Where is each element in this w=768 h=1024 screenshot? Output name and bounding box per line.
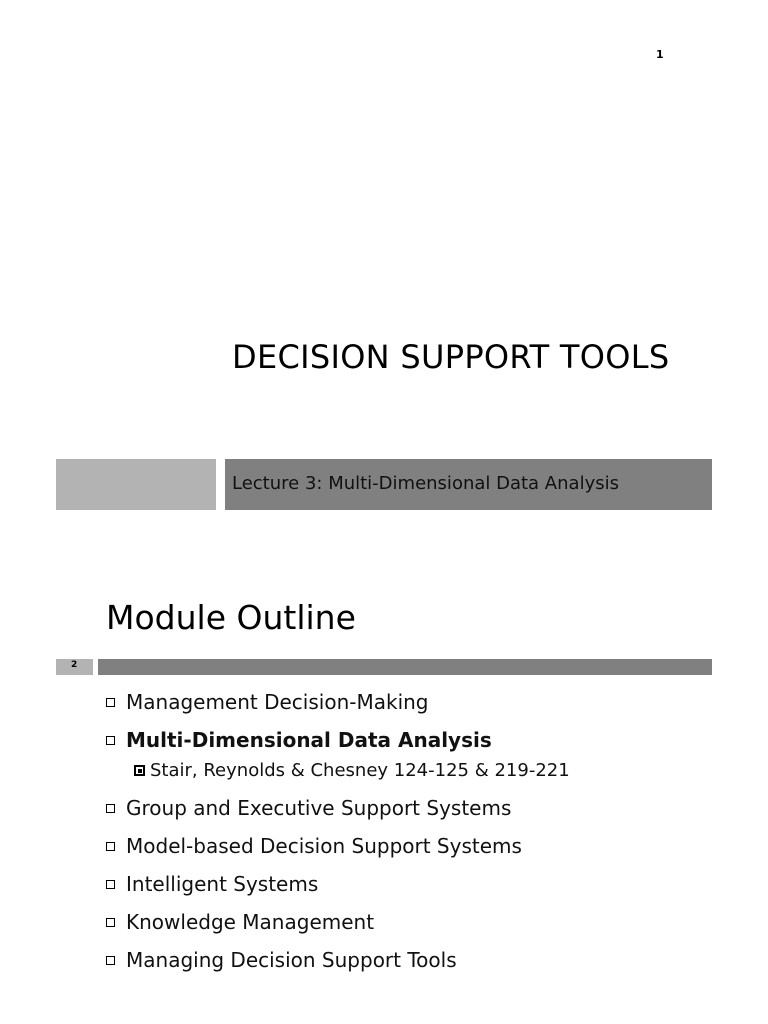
square-bullet-icon (106, 736, 115, 745)
sub-list-item (106, 758, 570, 792)
square-bullet-icon (106, 918, 115, 927)
list-item (106, 792, 570, 830)
square-bullet-icon (106, 880, 115, 889)
list-item-label: Intelligent Systems (126, 872, 319, 896)
decorative-bar-left (56, 459, 216, 510)
list-item (106, 906, 570, 944)
list-item (106, 686, 570, 724)
sub-list-item-label: Stair, Reynolds & Chesney 124-125 & 219-221 (150, 760, 570, 781)
list-item (106, 944, 570, 982)
slide-subtitle: Lecture 3: Multi-Dimensional Data Analysis (232, 473, 619, 494)
list-item-label: Managing Decision Support Tools (126, 948, 457, 972)
list-item-label: Multi-Dimensional Data Analysis (126, 728, 492, 752)
slide-number: 2 (71, 660, 78, 670)
square-bullet-icon (106, 698, 115, 707)
list-item-current (106, 724, 570, 762)
outline-title: Module Outline (106, 598, 356, 637)
subtitle-bar (225, 459, 712, 510)
list-item-label: Knowledge Management (126, 910, 375, 934)
slide-number: 1 (656, 48, 664, 61)
slide-number-box (56, 659, 93, 675)
list-item-label: Management Decision-Making (126, 690, 429, 714)
filled-square-bullet-icon (134, 765, 145, 776)
outline-list (106, 686, 570, 982)
slide-title: DECISION SUPPORT TOOLS (232, 338, 670, 376)
square-bullet-icon (106, 956, 115, 965)
list-item (106, 868, 570, 906)
square-bullet-icon (106, 842, 115, 851)
square-bullet-icon (106, 804, 115, 813)
list-item-label: Group and Executive Support Systems (126, 796, 512, 820)
list-item-label: Model-based Decision Support Systems (126, 834, 522, 858)
title-divider-bar (98, 659, 712, 675)
list-item (106, 830, 570, 868)
